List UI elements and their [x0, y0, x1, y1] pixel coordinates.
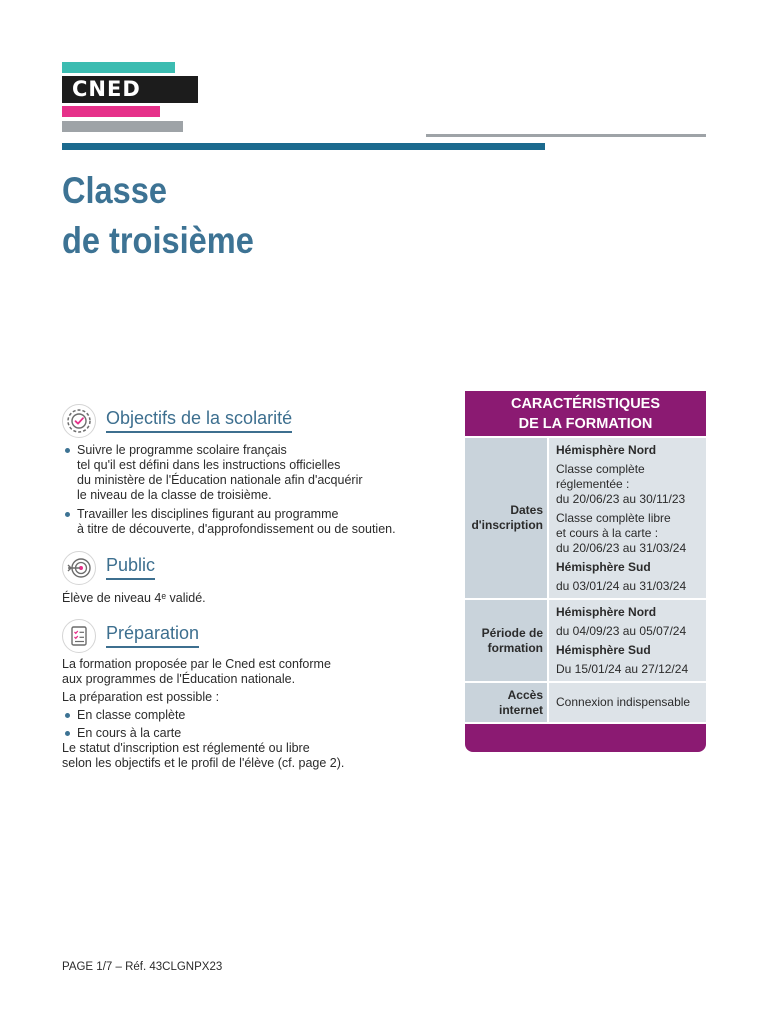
periode-sud-title: Hémisphère Sud [556, 643, 651, 657]
objectif-1-line1: Suivre le programme scolaire français [77, 443, 287, 457]
section-objectifs-title: Objectifs de la scolarité [106, 408, 292, 433]
objectif-1-line4: le niveau de la classe de troisième. [77, 488, 272, 502]
periode-nord-title: Hémisphère Nord [556, 605, 657, 619]
section-objectifs-header [62, 404, 432, 440]
acces-label-line1: Accès [507, 687, 543, 702]
logo-bar-grey [62, 121, 183, 132]
dates-libre-line2: et cours à la carte : [556, 526, 659, 540]
periode-nord-dates: du 04/09/23 au 05/07/24 [556, 624, 687, 638]
dates-sud-title: Hémisphère Sud [556, 560, 651, 574]
dates-label [465, 438, 547, 598]
card-row-periode [465, 598, 706, 681]
dates-complete-dates: du 20/06/23 au 30/11/23 [556, 492, 686, 506]
card-header [465, 391, 706, 436]
checklist-icon [62, 619, 96, 653]
target-check-icon [62, 404, 96, 438]
dates-label-line2: d'inscription [471, 518, 543, 532]
objectif-2-line1: Travailler les disciplines figurant au programme [77, 507, 339, 521]
dates-label-line1: Dates [510, 503, 543, 517]
section-public-title: Public [106, 555, 155, 580]
objectif-1-line3: du ministère de l'Éducation nationale afin d'acquérir [77, 473, 363, 487]
section-preparation [62, 619, 432, 771]
section-preparation-title: Préparation [106, 623, 199, 648]
acces-label-line2: internet [498, 702, 543, 717]
logo-bar-pink [62, 106, 160, 117]
list-item [62, 507, 432, 537]
preparation-outro-line2: selon les objectifs et le profil de l'élève (cf. page 2). [62, 756, 345, 770]
dates-libre-line1: Classe complète libre [556, 511, 671, 525]
objectif-1-line2: tel qu'il est défini dans les instructions officielles [77, 458, 341, 472]
preparation-possible: La préparation est possible : [62, 690, 220, 704]
card-row-dates [465, 436, 706, 598]
card-row-acces [465, 681, 706, 722]
header-rule-blue [62, 143, 545, 150]
section-public-header [62, 551, 432, 587]
page-title-line1: Classe [62, 170, 167, 211]
dates-libre-dates: du 20/06/23 au 31/03/24 [556, 541, 687, 555]
preparation-intro-line2: aux programmes de l'Éducation nationale. [62, 672, 296, 686]
dates-nord-title: Hémisphère Nord [556, 443, 657, 457]
list-item [62, 443, 432, 503]
card-header-line2: DE LA FORMATION [518, 416, 653, 432]
logo-bar-teal [62, 62, 175, 73]
target-arrow-icon [62, 551, 96, 585]
objectif-2-line2: à titre de découverte, d'approfondissement ou de soutien. [77, 522, 396, 536]
preparation-outro-line1: Le statut d'inscription est réglementé ou libre [62, 741, 310, 755]
dates-libre [556, 511, 702, 556]
preparation-list [62, 708, 432, 741]
dates-complete-line2: réglementée : [556, 477, 630, 491]
preparation-body [62, 657, 432, 771]
card-footer-band [465, 724, 706, 752]
dates-value [549, 438, 706, 598]
acces-label [465, 683, 547, 722]
preparation-intro-line1: La formation proposée par le Cned est conforme [62, 657, 331, 671]
page-footer: PAGE 1/7 – Réf. 43CLGNPX23 [62, 961, 223, 973]
cned-logo: CNED [62, 76, 198, 103]
page-title-line2: de troisième [62, 220, 254, 261]
characteristics-card [465, 391, 706, 752]
section-preparation-header [62, 619, 432, 655]
periode-value [549, 600, 706, 681]
dates-sud-dates: du 03/01/24 au 31/03/24 [556, 579, 687, 593]
card-header-line1: CARACTÉRISTIQUES [510, 396, 661, 412]
periode-sud-dates: Du 15/01/24 au 27/12/24 [556, 662, 689, 676]
periode-label-line1: Période de [481, 625, 543, 640]
dates-complete-line1: Classe complète [556, 462, 645, 476]
periode-label [465, 600, 547, 681]
public-text: Élève de niveau 4ᵉ validé. [62, 591, 206, 605]
acces-value [549, 683, 706, 722]
objectifs-list [62, 443, 432, 537]
section-objectifs [62, 404, 432, 541]
periode-label-line2: formation [487, 640, 543, 655]
dates-complete [556, 462, 702, 507]
acces-value-text: Connexion indispensable [556, 695, 691, 709]
section-public [62, 551, 432, 606]
list-item: En cours à la carte [62, 726, 432, 741]
page-title [62, 166, 254, 266]
header-rule-grey [426, 134, 706, 137]
list-item: En classe complète [62, 708, 432, 723]
